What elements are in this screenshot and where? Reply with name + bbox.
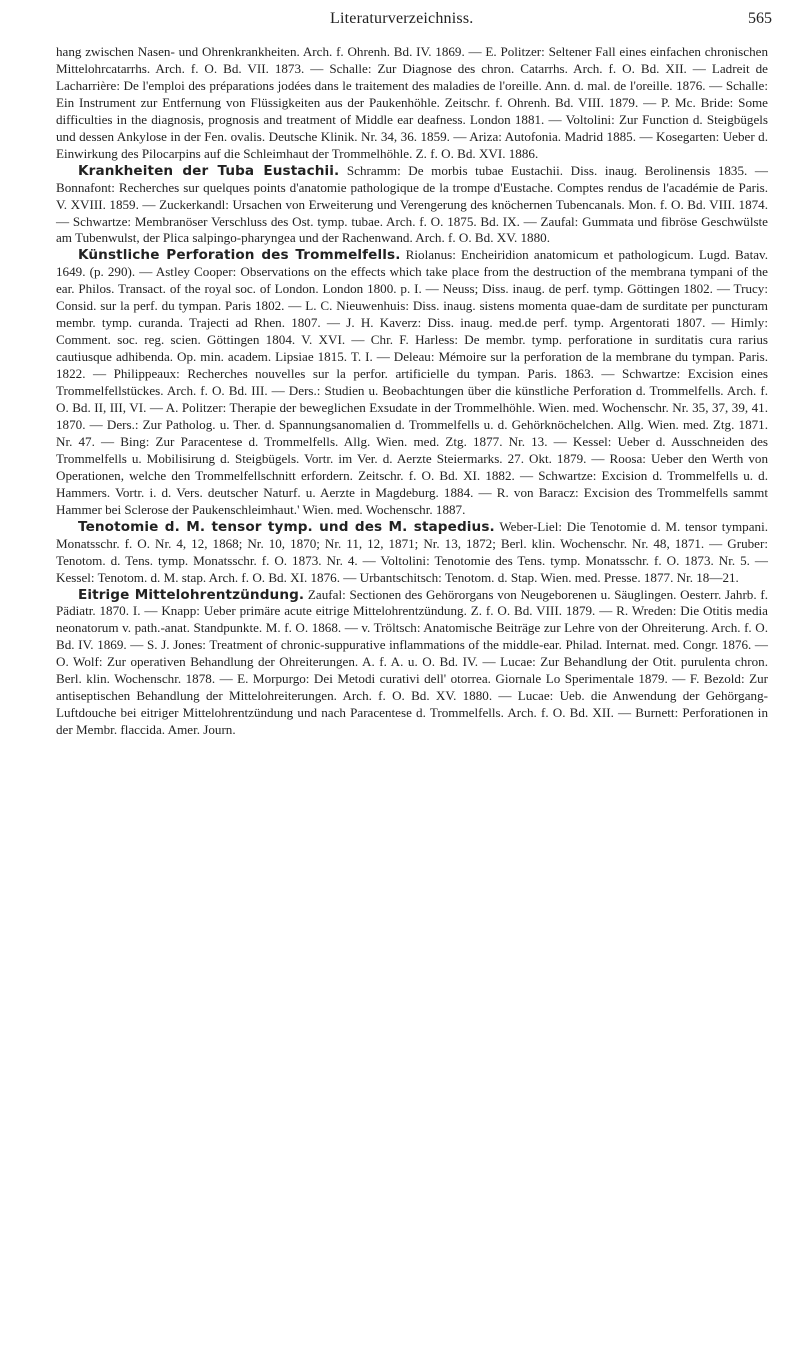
section-heading: Tenotomie d. M. tensor tymp. und des M. stapedius.	[78, 518, 495, 535]
paragraph-text: Riolanus: Encheiridion anatomicum et pathologicum. Lugd. Batav. 1649. (p. 290). — Astley Cooper: Observations on the effects which take place from the destruction of the membrana tympani of the ear. Philos. Transact. of the royal soc. of London. London 1800. p. I. — Neuss; Diss. inaug. de perf. tymp. Göttingen 1802. — Trucy: Consid. sur la perf. du tympan. Paris 1802. — L. C. Nieuwenhuis: Diss. inaug. sistens momenta quae-dam de surditate per puncturam membr. tymp. curanda. Trajecti ad Rhen. 1807. — J. H. Kaverz: Diss. inaug. med.de perf. tymp. Argentorati 1807. — Himly: Comment. soc. reg. scien. Göttingen 1804. V. XVI. — Chr. F. Harless: De membr. tymp. perforatione in surditatis cura rarius cautiusque adhibenda. Op. min. academ. Lipsiae 1815. T. I. — Deleau: Mémoire sur la perforation de la membrane du tympan. Paris. 1822. — Philippeaux: Recherches nouvelles sur la perfor. artificielle du tympan. Paris. 1863. — Schwartze: Excision eines Trommelfellstückes. Arch. f. O. Bd. III. — Ders.: Studien u. Beobachtungen über die künstliche Perforation d. Trommelfells. Arch. f. O. Bd. II, III, VI. — A. Politzer: Therapie der beweglichen Exsudate in der Trommelhöhle. Wien. med. Wochenschr. Nr. 35, 37, 39, 41. 1870. — Ders.: Zur Patholog. u. Ther. d. Spannungsanomalien d. Trommelfells u. d. Gehörknöchelchen. Allg. Wien. med. Ztg. 1871. Nr. 47. — Bing: Zur Paracentese d. Trommelfells. Allg. Wien. med. Ztg. 1877. Nr. 13. — Kessel: Ueber d. Ausschneiden des Trommelfells u. Mobilisirung d. Steigbügels. Vortr. im Ver. d. Aerzte Steiermarks. 27. Okt. 1879. — Roosa: Ueber den Werth von Operationen, welche den Trommelfellschnitt erfordern. Zeitschr. f. O. Bd. XI. 1882. — Schwartze: Excision d. Trommelfells u. d. Hammers. Vortr. i. d. Vers. deutscher Naturf. u. Aerzte in Magdeburg. 1884. — R. von Baracz: Excision des Trommelfells sammt Hammer bei Sclerose der Paukenschleimhaut.' Wien. med. Wochenschr. 1887.	[56, 247, 769, 517]
page-header	[0, 8, 801, 30]
paragraph-text: Weber-Liel: Die Tenotomie d. M. tensor tympani. Monatsschr. f. O. Nr. 4, 12, 1868; Nr. 10, 1870; Nr. 11, 12, 1871; Nr. 13, 1872; Berl. klin. Wochenschr. Nr. 48, 1871. — Gruber: Tenotom. d. Tens. tymp. Monatsschr. f. O. 1873. Nr. 4. — Voltolini: Tenotomie des Tens. tymp. Monatsschr. f. O. 1873. Nr. 5. — Kessel: Tenotom. d. M. stap. Arch. f. O. Bd. XI. 1876. — Urbantschitsch: Tenotom. d. Stap. Wien. med. Presse. 1877. Nr. 18—21.	[56, 518, 768, 585]
paragraph-tuba-eustachii	[56, 163, 768, 248]
section-heading: Eitrige Mittelohrentzündung.	[78, 586, 305, 603]
running-title: Literaturverzeichniss.	[330, 10, 474, 27]
paragraph-middle-ear-continued	[56, 44, 768, 163]
bibliography-text	[56, 44, 768, 739]
section-heading: Künstliche Perforation des Trommelfells.	[78, 247, 401, 264]
paragraph-text: Zaufal: Sectionen des Gehörorgans von Neugeborenen u. Säuglingen. Oesterr. Jahrb. f. Pädiatr. 1870. I. — Knapp: Ueber primäre acute eitrige Mittelohrentzündung. Z. f. O. Bd. VIII. 1879. — R. Wreden: Die Otitis media neonatorum v. path.-anat. Standpunkte. M. f. O. 1868. — v. Tröltsch: Anatomische Beiträge zur Lehre von der Ohreiterung. Arch. f. O. Bd. IV. 1869. — S. J. Jones: Treatment of chronic-suppurative inflammations of the middle-ear. Philad. Internat. med. Congr. 1876. — O. Wolf: Zur operativen Behandlung der Ohreiterungen. A. f. A. u. O. Bd. IV. — Lucae: Zur Behandlung der Otit. purulenta chron. Berl. klin. Wochenschr. 1878. — E. Morpurgo: Dei Metodi curativi dell' otorrea. Giornale Lo Sperimentale 1879. — F. Bezold: Zur antiseptischen Behandlung der Mittelohreiterungen. Arch. f. O. Bd. XV. 1880. — Lucae: Ueb. die Anwendung der Gehörgang-Luftdouche bei eitriger Mittelohrentzündung und nach Paracentese d. Trommelfells. Arch. f. O. Bd. XII. — Burnett: Perforationen in der Membr. flaccida. Amer. Journ.	[56, 586, 768, 738]
page-number: 565	[748, 10, 772, 27]
paragraph-text: hang zwischen Nasen- und Ohrenkrankheiten. Arch. f. Ohrenh. Bd. IV. 1869. — E. Politzer: Seltener Fall eines einfachen chronischen Mittelohrcatarrhs. Arch. f. O. Bd. VII. 1873. — Schalle: Zur Diagnose des chron. Catarrhs. Arch. f. O. Bd. XII. — Ladreit de Lacharrière: De l'emploi des préparations jodées dans le traitement des maladies de l'oreille. Ann. d. mal. de l'oreille. 1876. — Schalle: Ein Instrument zur Entfernung von Flüssigkeiten aus der Paukenhöhle. Zeitschr. f. Ohrenh. Bd. VIII. 1879. — P. Mc. Bride: Some difficulties in the diagnosis, prognosis and treatment of Middle ear deafness. London 1881. — Voltolini: Zur Function d. Steigbügels und dessen Ankylose in der Fen. ovalis. Deutsche Klinik. Nr. 34, 36. 1859. — Ariza: Autofonia. Madrid 1885. — Kosegarten: Ueber d. Einwirkung des Pilocarpins auf die Schleimhaut der Trommelhöhle. Z. f. O. Bd. XVI. 1886.	[56, 44, 768, 161]
paragraph-text: Schramm: De morbis tubae Eustachii. Diss. inaug. Berolinensis 1835. — Bonnafont: Recherches sur quelques points d'anatomie pathologique de la trompe d'Eustache. Comptes rendus de l'académie de Paris. V. XVIII. 1859. — Zuckerkandl: Ursachen von Erweiterung und Verengerung des knöchernen Tubencanals. Mon. f. O. Bd. VIII. 1874. — Schwartze: Membranöser Verschluss des Ost. tymp. tubae. Arch. f. O. 1875. Bd. IX. — Zaufal: Gummata und fibröse Geschwülste am Tubenwulst, der Plica salpingo-pharyngea und der Rachenwand. Arch. f. O. Bd. XV. 1880.	[56, 162, 768, 246]
paragraph-tenotomie	[56, 519, 768, 587]
paragraph-artificial-perforation	[56, 247, 768, 518]
section-heading: Krankheiten der Tuba Eustachii.	[78, 162, 340, 179]
paragraph-suppurative-otitis	[56, 587, 768, 740]
